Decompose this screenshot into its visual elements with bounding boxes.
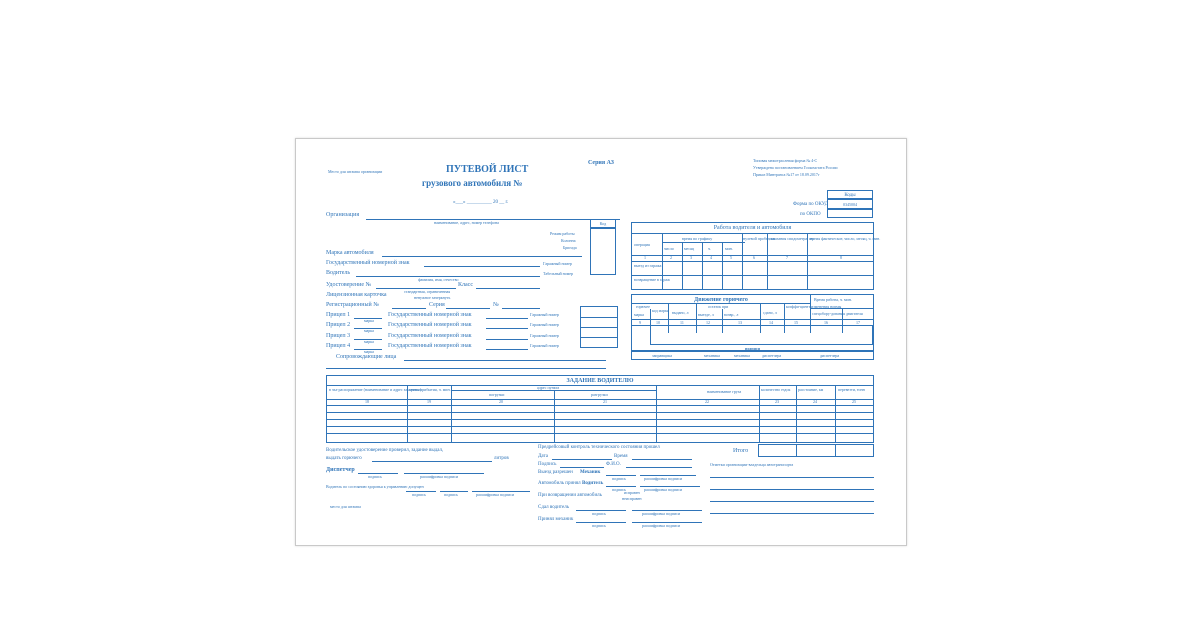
- task-row-line-1: [327, 405, 873, 406]
- reg-num-label: №: [493, 302, 499, 308]
- fuel-entry-box[interactable]: [650, 325, 873, 345]
- fuel-num-9: 9: [639, 320, 641, 325]
- escorts-label: Сопровождающие лица: [336, 354, 397, 360]
- handed-decode-hint: расшифровка подписи: [642, 511, 681, 516]
- trailer-3-mark-hint: марка: [364, 339, 374, 344]
- pre-trip-text: Предрейсовый контроль технического состояния прошел: [538, 445, 660, 450]
- trailers-entry-box[interactable]: [580, 306, 618, 348]
- health-sign-hint: подпись: [412, 492, 426, 497]
- series-label: Серия АЗ: [588, 160, 614, 166]
- fuel-col-issued: выдано, л: [672, 310, 689, 315]
- accepted-decode-hint: расшифровка подписи: [644, 487, 683, 492]
- codes-header-label: Коды: [844, 193, 856, 198]
- return-faulty: неисправен: [622, 496, 642, 501]
- date-line: «___» __________ 20 __ г.: [453, 200, 509, 205]
- liters-label: литров: [494, 456, 509, 461]
- class-label: Класс: [458, 282, 473, 288]
- total-vline-2: [835, 445, 836, 456]
- total-box[interactable]: [758, 444, 874, 457]
- fuel-col-brand: марка: [634, 312, 644, 317]
- fuel-table: [631, 294, 874, 351]
- waybill-sheet: [295, 138, 907, 546]
- stamp-place-label: Место для штампа организации: [328, 169, 383, 174]
- work-vline-2: [682, 242, 683, 289]
- fuel-num-10: 10: [656, 320, 660, 325]
- health-sign-hint-2: подпись: [444, 492, 458, 497]
- fuel-num-15: 15: [794, 320, 798, 325]
- mode-label: Режим работы: [550, 231, 575, 236]
- work-table-line-4: [632, 261, 873, 262]
- task-line-1: [327, 385, 873, 386]
- accepted-driver: Водитель: [582, 481, 604, 486]
- garage-number-label: Гаражный номер: [543, 261, 572, 266]
- task-row-line-4: [327, 426, 873, 427]
- work-col-odometer: показания спидометра, км: [769, 236, 814, 241]
- work-num-5: 5: [730, 255, 732, 260]
- task-col-loading: погрузки: [489, 392, 505, 397]
- departure-mechanic: Механик: [580, 470, 601, 475]
- fuel-num-13: 13: [738, 320, 742, 325]
- date-label: Дата: [538, 454, 548, 459]
- health-text: Водитель по состоянию здоровья к управлению допущен: [326, 484, 424, 489]
- total-label: Итого: [733, 448, 749, 454]
- okud-box[interactable]: [827, 199, 873, 209]
- fuel-col-special: спецобору-дования: [812, 311, 845, 316]
- received-sign-hint: подпись: [592, 523, 606, 528]
- work-num-2: 2: [670, 255, 672, 260]
- task-num-22: 22: [705, 399, 709, 404]
- task-num-21: 21: [603, 399, 607, 404]
- fuel-col-time: Время работы, ч. мин.: [814, 297, 852, 302]
- total-vline-1: [796, 445, 797, 456]
- trailers-box-divider-1: [581, 317, 617, 318]
- escorts-line-2: [326, 368, 606, 369]
- okud-label: Форма по ОКУД: [793, 202, 829, 207]
- fuel-table-title: Движение горючего: [694, 297, 748, 303]
- trailer-4-label: Прицеп 4: [326, 343, 351, 349]
- trailer-1-state-line: [486, 318, 528, 319]
- notes-line-3: [710, 501, 874, 502]
- handed-label: Сдал водитель: [538, 505, 569, 510]
- license-card-hint: стандартная, ограниченная: [404, 289, 451, 294]
- trailer-2-state-label: Государственный номерной знак: [388, 322, 472, 328]
- work-table-line-2: [662, 242, 745, 243]
- work-col-schedule: время по графику: [682, 236, 713, 241]
- trailer-2-garage-label: Гаражный номер: [530, 322, 559, 327]
- reg-number-label: Регистрационный №: [326, 302, 379, 308]
- code-small-box: [590, 219, 616, 228]
- fuel-line-2: [632, 319, 873, 320]
- okpo-box[interactable]: [827, 209, 873, 218]
- task-num-20: 20: [499, 399, 503, 404]
- handed-sign-hint: подпись: [592, 511, 606, 516]
- fuel-col-handed: сдано, л: [763, 310, 777, 315]
- fuel-col-rest: остаток при: [708, 304, 729, 309]
- notes-line-4: [710, 513, 874, 514]
- departure-decode-hint: расшифровка подписи: [644, 476, 683, 481]
- work-table-line-1: [632, 233, 873, 234]
- car-brand-line: [382, 256, 582, 257]
- task-col-tons: перевезти, тонн: [838, 387, 865, 392]
- work-col-operation: операция: [634, 242, 650, 247]
- task-col-disposal: в чье распоряжение (наименование и адрес заказчика): [329, 387, 422, 392]
- health-decode-hint: расшифровка подписи: [476, 492, 515, 497]
- fuel-num-11: 11: [680, 320, 684, 325]
- fuel-signatures-row: [631, 351, 874, 360]
- work-num-3: 3: [690, 255, 692, 260]
- form-note-1: Типовая межотраслевая форма № 4-С: [753, 158, 818, 163]
- fuel-issue-line: [372, 461, 492, 462]
- work-num-7: 7: [786, 255, 788, 260]
- fuel-issue-label: выдать горючего: [326, 456, 362, 461]
- notes-line-2: [710, 489, 874, 490]
- dispatcher-sign-hint: подпись: [368, 474, 382, 479]
- time-line: [632, 459, 692, 460]
- work-row-1: выезд из гаража: [634, 263, 662, 268]
- trailer-1-label: Прицеп 1: [326, 312, 351, 318]
- trailer-3-label: Прицеп 3: [326, 333, 351, 339]
- car-brand-label: Марка автомобиля: [326, 250, 374, 256]
- trailer-1-mark-hint: марка: [364, 318, 374, 323]
- driver-label: Водитель: [326, 270, 351, 276]
- dispatcher-decode-hint: расшифровка подписи: [420, 474, 459, 479]
- work-table-title: Работа водителя и автомобиля: [713, 225, 792, 231]
- task-table-title: ЗАДАНИЕ ВОДИТЕЛЮ: [566, 378, 634, 384]
- license-label: Удостоверение №: [326, 282, 372, 288]
- date-line: [552, 459, 612, 460]
- trailer-4-state-label: Государственный номерной знак: [388, 343, 472, 349]
- work-num-4: 4: [710, 255, 712, 260]
- task-row-line-5: [327, 433, 873, 434]
- signature-line: [560, 467, 604, 468]
- task-col-unloading: разгрузки: [591, 392, 608, 397]
- codes-header: [827, 190, 873, 199]
- task-col-arrival: время прибытия, ч. мин.: [409, 387, 451, 392]
- work-num-1: 1: [644, 255, 646, 260]
- task-num-19: 19: [427, 399, 431, 404]
- task-num-18: 18: [365, 399, 369, 404]
- work-num-8: 8: [840, 255, 842, 260]
- fuel-sig-1: заправщика: [652, 353, 672, 358]
- task-table: [326, 375, 874, 443]
- accepted-label: Автомобиль принял: [538, 481, 581, 486]
- return-good: исправен: [624, 490, 640, 495]
- task-num-25: 25: [852, 399, 856, 404]
- work-col-hours: ч.: [708, 246, 712, 251]
- received-label: Принял механик: [538, 517, 574, 522]
- trailer-1-garage-label: Гаражный номер: [530, 312, 559, 317]
- reg-number-line: [392, 308, 426, 309]
- fuel-col-return: возвр., л: [724, 312, 739, 317]
- departure-label: Выезд разрешен: [538, 470, 573, 475]
- trailer-3-garage-label: Гаражный номер: [530, 333, 559, 338]
- task-num-23: 23: [775, 399, 779, 404]
- return-label: При возвращении автомобиль: [538, 493, 602, 498]
- departure-sign-hint: подпись: [612, 476, 626, 481]
- task-vline-3: [554, 390, 555, 442]
- fuel-col-fuel: горючее: [636, 304, 650, 309]
- fuel-col-coeff: коэффи-циент изменения нормы: [786, 304, 842, 309]
- form-note-3: Приказ Минтранса №17 от 18.09.2017г: [753, 172, 820, 177]
- okud-value: 0345004: [843, 202, 857, 207]
- tab-number-label: Табельный номер: [543, 271, 574, 276]
- work-col-number: число: [664, 246, 674, 251]
- brigade-label: Бригада: [563, 245, 577, 250]
- state-number-label: Государственный номерной знак: [326, 260, 410, 266]
- fuel-signatures-label: подписи: [745, 346, 760, 351]
- codes-entry-box[interactable]: [590, 228, 616, 275]
- fuel-col-code: код марки: [652, 308, 670, 313]
- trailer-4-garage-label: Гаражный номер: [530, 343, 559, 348]
- fuel-sig-3: механика: [734, 353, 750, 358]
- notes-line-1: [710, 477, 874, 478]
- work-col-actual: время фактическое, число, месяц, ч. мин.: [810, 236, 881, 241]
- trailers-box-divider-3: [581, 337, 617, 338]
- state-number-line: [424, 266, 540, 267]
- fuel-num-14: 14: [769, 320, 773, 325]
- work-col-zero: нулевой пробег, км: [743, 236, 776, 241]
- time-label: Время: [614, 454, 628, 459]
- trailer-2-mark-hint: марка: [364, 328, 374, 333]
- accepted-sign-hint: подпись: [612, 487, 626, 492]
- task-line-2: [327, 399, 873, 400]
- task-row-line-2: [327, 412, 873, 413]
- signature-label: Подпись: [538, 462, 557, 467]
- column-label: Колонна: [561, 238, 576, 243]
- fuel-col-engine: двигателя: [846, 311, 863, 316]
- trailer-4-mark-hint: марка: [364, 349, 374, 354]
- trailers-box-divider-2: [581, 327, 617, 328]
- fuel-sig-4: диспетчера: [762, 353, 782, 358]
- work-vline-4: [722, 242, 723, 289]
- reg-series-line: [446, 308, 490, 309]
- task-col-trips: количество ездок: [761, 387, 791, 392]
- task-row-line-3: [327, 419, 873, 420]
- work-vline-3: [702, 242, 703, 289]
- driver-hint: фамилия, имя, отчество: [418, 277, 459, 282]
- task-col-distance: расстояние, км: [798, 387, 824, 392]
- class-line: [476, 288, 540, 289]
- fuel-num-17: 17: [856, 320, 860, 325]
- task-col-cargo: наименование груза: [707, 389, 742, 394]
- work-table: [631, 222, 881, 290]
- fuel-sig-2: механика: [704, 353, 720, 358]
- form-note-2: Утверждена постановлением Госкомстата России: [753, 165, 838, 170]
- work-num-6: 6: [753, 255, 755, 260]
- page-title: ПУТЕВОЙ ЛИСТ: [446, 164, 529, 175]
- reg-series-label: Серия: [429, 302, 445, 308]
- reg-num-line: [502, 308, 540, 309]
- fio-label: Ф.И.О.: [606, 462, 621, 467]
- notes-label: Отметки организации-владельца автотранспорта: [710, 462, 794, 467]
- escorts-line: [404, 360, 606, 361]
- trailer-4-state-line: [486, 349, 528, 350]
- trailer-2-label: Прицеп 2: [326, 322, 351, 328]
- work-col-month: месяц: [684, 246, 695, 251]
- received-decode-hint: расшифровка подписи: [642, 523, 681, 528]
- trailer-3-state-line: [486, 339, 528, 340]
- fuel-sig-5: диспетчера: [820, 353, 840, 358]
- fuel-col-out: выезде, л: [698, 312, 714, 317]
- trailer-2-state-line: [486, 328, 528, 329]
- organization-label: Организация: [326, 212, 360, 218]
- okpo-label: по ОКПО: [800, 212, 821, 217]
- dispatcher-label: Диспетчер: [326, 467, 355, 473]
- task-col-address: адрес пункта: [537, 385, 560, 390]
- trailer-1-state-label: Государственный номерной знак: [388, 312, 472, 318]
- trailer-3-state-label: Государственный номерной знак: [388, 333, 472, 339]
- fuel-num-12: 12: [706, 320, 710, 325]
- work-table-line-5: [632, 275, 873, 276]
- work-row-2: возвращение в гараж: [634, 277, 670, 282]
- organization-hint: наименование, адрес, номер телефона: [434, 220, 499, 225]
- license-card-hint-2: ненужное зачеркнуть: [414, 295, 451, 300]
- code-small-label: Код: [599, 221, 607, 226]
- license-card-label: Лицензионная карточка: [326, 292, 387, 298]
- bottom-stamp-place: место для штампа: [330, 504, 361, 509]
- fio-line: [626, 467, 692, 468]
- license-checked-text: Водительское удостоверение проверил, задание выдал,: [326, 448, 444, 453]
- work-col-min: мин.: [725, 246, 733, 251]
- page-subtitle: грузового автомобиля №: [422, 178, 523, 188]
- fuel-num-16: 16: [824, 320, 828, 325]
- task-num-24: 24: [813, 399, 817, 404]
